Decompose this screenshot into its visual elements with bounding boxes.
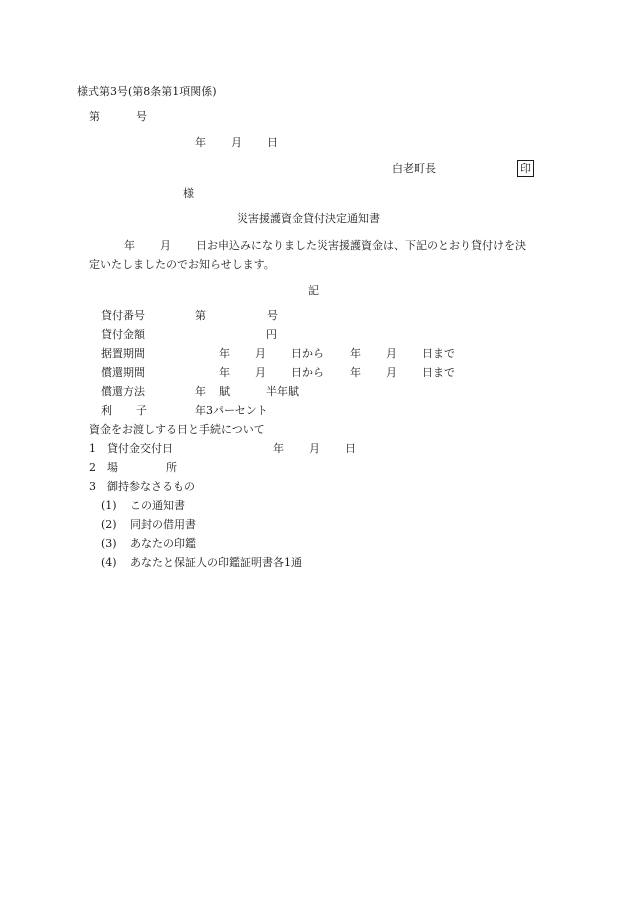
handover-1-year: 年 [273, 442, 284, 455]
handover-1-day: 日 [345, 442, 356, 455]
date-month: 月 [231, 136, 242, 149]
deferment-label: 据置期間 [101, 347, 145, 360]
handover-1-num: 1 [89, 442, 96, 455]
repayment-year1: 年 [219, 366, 230, 379]
loan-number-dai: 第 [195, 309, 206, 322]
interest-label-b: 子 [136, 404, 147, 417]
repayment-method-fu: 賦 [219, 385, 230, 398]
repayment-method-semi: 半年賦 [266, 385, 299, 398]
bring-item-4-num: (4) [101, 556, 117, 569]
loan-amount-yen: 円 [266, 328, 277, 341]
interest-label-a: 利 [101, 404, 112, 417]
interest-value: 年3パーセント [195, 404, 268, 417]
repayment-period-label: 償還期間 [101, 366, 145, 379]
handover-2-num: 2 [89, 461, 96, 474]
deferment-year1: 年 [219, 347, 230, 360]
deferment-month1: 月 [255, 347, 266, 360]
deferment-month2: 月 [386, 347, 397, 360]
form-number: 様式第3号(第8条第1項関係) [77, 85, 217, 98]
addressee-suffix: 様 [183, 187, 194, 200]
bring-item-2-text: 同封の借用書 [130, 518, 196, 531]
bring-item-1-text: この通知書 [130, 499, 185, 512]
repayment-month1: 月 [255, 366, 266, 379]
body-line1: 日お申込みになりました災害援護資金は、下記のとおり貸付けを決 [196, 239, 526, 252]
body-year: 年 [124, 239, 135, 252]
deferment-day1: 日から [291, 347, 324, 360]
loan-number-go: 号 [267, 309, 278, 322]
doc-no-dai: 第 [89, 110, 100, 123]
handover-1-label: 貸付金交付日 [107, 442, 173, 455]
loan-number-label: 貸付番号 [101, 309, 145, 322]
handover-2-label-a: 場 [107, 461, 118, 474]
bring-item-2-num: (2) [101, 518, 117, 531]
bring-item-3-text: あなたの印鑑 [130, 537, 196, 550]
repayment-method-nen: 年 [195, 385, 206, 398]
handover-1-month: 月 [309, 442, 320, 455]
ki-heading: 記 [308, 284, 319, 297]
seal-mark: 印 [517, 160, 534, 177]
repayment-month2: 月 [386, 366, 397, 379]
date-day: 日 [267, 136, 278, 149]
doc-no-go: 号 [136, 110, 147, 123]
body-line2: 定いたしましたのでお知らせします。 [89, 258, 275, 271]
repayment-method-label: 償還方法 [101, 385, 145, 398]
bring-item-1-num: (1) [101, 499, 117, 512]
deferment-day2: 日まで [422, 347, 455, 360]
bring-item-3-num: (3) [101, 537, 117, 550]
loan-amount-label: 貸付金額 [101, 328, 145, 341]
handover-3-num: 3 [89, 480, 96, 493]
handover-3-label: 御持参なさるもの [107, 480, 195, 493]
handover-heading: 資金をお渡しする日と手続について [89, 423, 265, 436]
handover-2-label-b: 所 [166, 461, 177, 474]
issuer: 白老町長 [392, 162, 436, 175]
deferment-year2: 年 [350, 347, 361, 360]
repayment-day2: 日まで [422, 366, 455, 379]
repayment-year2: 年 [350, 366, 361, 379]
body-month: 月 [160, 239, 171, 252]
bring-item-4-text: あなたと保証人の印鑑証明書各1通 [130, 556, 302, 569]
document-title: 災害援護資金貸付決定通知書 [237, 212, 380, 225]
repayment-day1: 日から [291, 366, 324, 379]
date-year: 年 [195, 136, 206, 149]
